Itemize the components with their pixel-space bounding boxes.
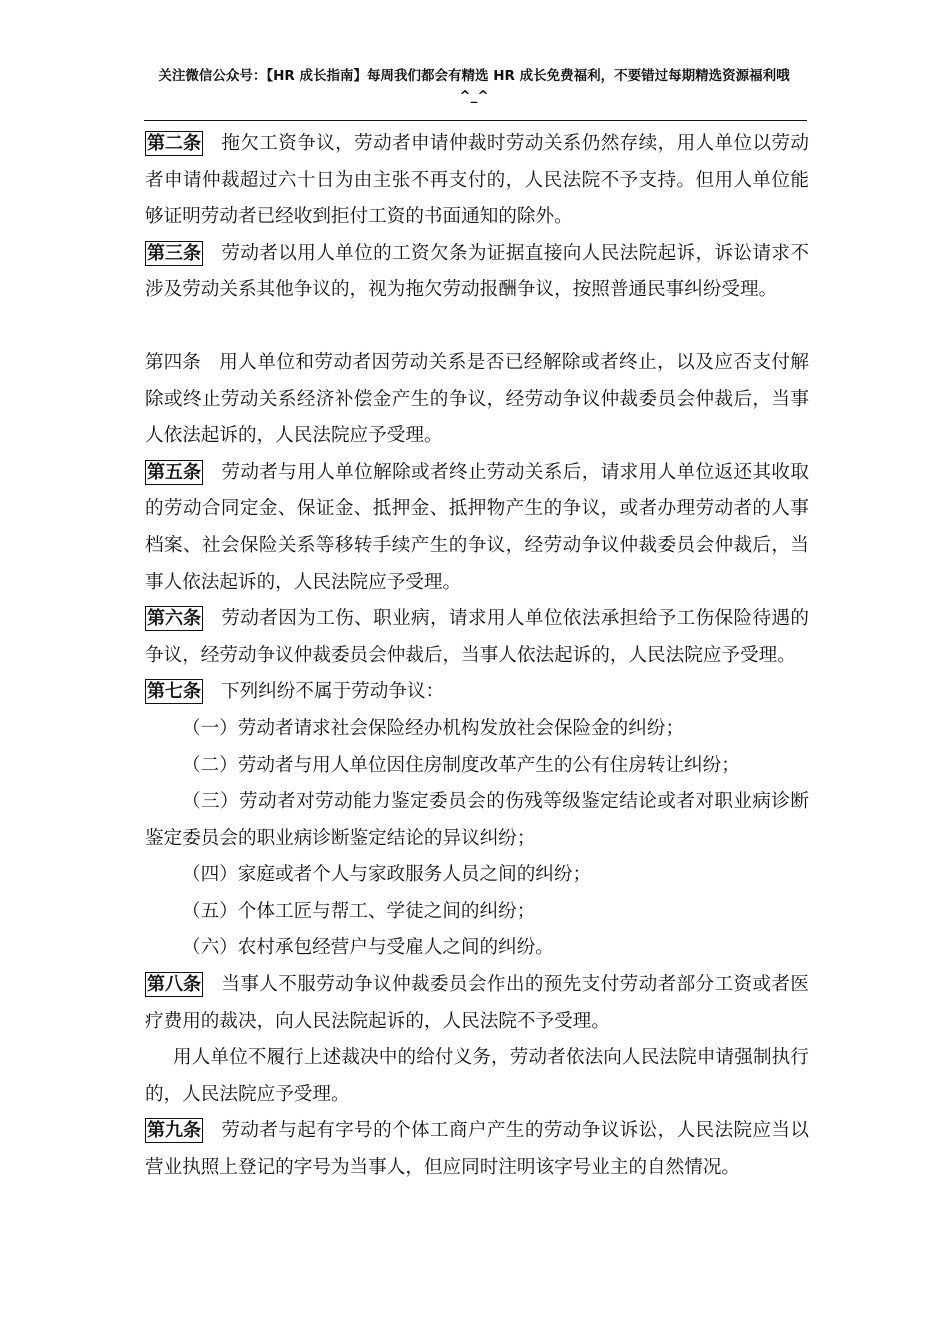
article-4-text: 用人单位和劳动者因劳动关系是否已经解除或者终止，以及应否支付解除或终止劳动关系经济补偿金产生的争议，经劳动争议仲裁委员会仲裁后，当事人依法起诉的，人民法院应予受理。 xyxy=(145,351,809,447)
document-body xyxy=(145,126,809,1187)
article-5 xyxy=(145,455,809,601)
article-7-item-6: （六）农村承包经营户与受雇人之间的纠纷。 xyxy=(182,937,554,959)
article-2-label: 第二条 xyxy=(147,133,201,154)
article-2-text: 拖欠工资争议，劳动者申请仲裁时劳动关系仍然存续，用人单位以劳动者申请仲裁超过六十日为由主张不再支付的，人民法院不予支持。但用人单位能够证明劳动者已经收到拒付工资的书面通知的除外。 xyxy=(145,133,809,228)
article-5-text: 劳动者与用人单位解除或者终止劳动关系后，请求用人单位返还其收取的劳动合同定金、保证金、抵押金、抵押物产生的争议，或者办理劳动者的人事档案、社会保险关系等移转手续产生的争议，经劳动争议仲裁委员会仲裁后，当事人依法起诉的，人民法院应予受理。 xyxy=(145,461,809,593)
article-6-label: 第六条 xyxy=(147,608,201,630)
article-8-label: 第八条 xyxy=(147,974,201,996)
page-header xyxy=(138,66,810,106)
article-3-label: 第三条 xyxy=(147,242,201,264)
header-divider xyxy=(144,120,807,121)
article-7-item-1: （一）劳动者请求社会保险经办机构发放社会保险金的纠纷； xyxy=(182,717,685,739)
article-8-text: 当事人不服劳动争议仲裁委员会作出的预先支付劳动者部分工资或者医疗费用的裁决，向人民法院起诉的，人民法院不予受理。 xyxy=(145,974,809,1032)
article-7-text: 下列纠纷不属于劳动争议： xyxy=(221,681,445,703)
header-emoticon: ^_^ xyxy=(459,88,489,104)
article-8 xyxy=(145,967,809,1040)
paragraph-spacer xyxy=(145,309,809,345)
article-9-label: 第九条 xyxy=(147,1120,201,1142)
article-7-item-4: （四）家庭或者个人与家政服务人员之间的纠纷； xyxy=(182,864,592,886)
article-3 xyxy=(145,236,809,309)
article-7-label: 第七条 xyxy=(147,681,201,703)
article-9-text: 劳动者与起有字号的个体工商户产生的劳动争议诉讼，人民法院应当以营业执照上登记的字号为当事人，但应同时注明该字号业主的自然情况。 xyxy=(145,1120,809,1179)
article-7-item-2: （二）劳动者与用人单位因住房制度改革产生的公有住房转让纠纷； xyxy=(182,754,740,776)
article-7 xyxy=(145,674,809,711)
article-4-label: 第四条 xyxy=(145,351,201,373)
article-4 xyxy=(145,345,809,455)
article-6-text: 劳动者因为工伤、职业病，请求用人单位依法承担给予工伤保险待遇的争议，经劳动争议仲裁委员会仲裁后，当事人依法起诉的，人民法院应予受理。 xyxy=(145,608,809,666)
article-2 xyxy=(145,126,809,236)
article-7-item-3: （三）劳动者对劳动能力鉴定委员会的伤残等级鉴定结论或者对职业病诊断鉴定委员会的职业病诊断鉴定结论的异议纠纷； xyxy=(145,791,809,849)
article-7-item-5: （五）个体工匠与帮工、学徒之间的纠纷； xyxy=(182,900,536,922)
article-3-text: 劳动者以用人单位的工资欠条为证据直接向人民法院起诉，诉讼请求不涉及劳动关系其他争议的，视为拖欠劳动报酬争议，按照普通民事纠纷受理。 xyxy=(145,242,809,301)
header-promo-text: 关注微信公众号：【HR 成长指南】每周我们都会有精选 HR 成长免费福利，不要错过每期精选资源福利哦 xyxy=(158,68,790,84)
article-6 xyxy=(145,601,809,674)
article-5-label: 第五条 xyxy=(147,461,201,483)
article-8-paragraph-2: 用人单位不履行上述裁决中的给付义务，劳动者依法向人民法院申请强制执行的，人民法院应予受理。 xyxy=(145,1047,809,1105)
article-9 xyxy=(145,1113,809,1186)
